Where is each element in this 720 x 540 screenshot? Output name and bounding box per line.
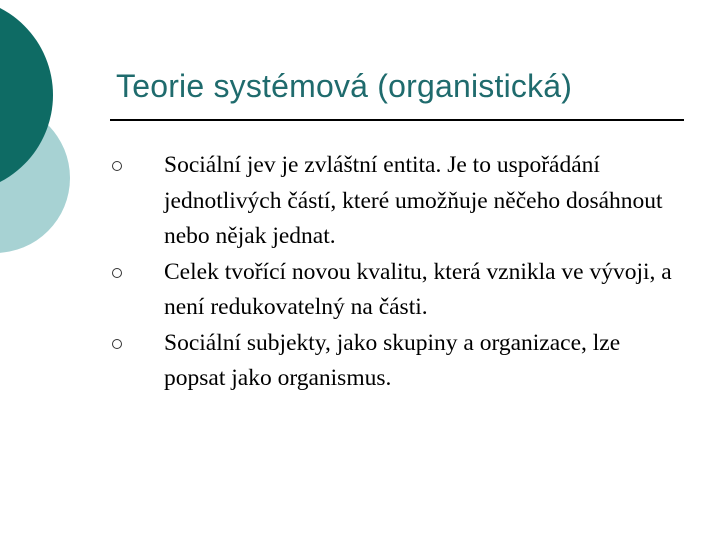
bullet-list bbox=[112, 148, 672, 397]
bullet-item bbox=[112, 255, 672, 326]
decorative-circles bbox=[0, 0, 120, 300]
bullet-item bbox=[112, 326, 672, 397]
bullet-circle-icon bbox=[112, 339, 122, 349]
bullet-circle-icon bbox=[112, 268, 122, 278]
bullet-item bbox=[112, 148, 672, 255]
bullet-text: Celek tvořící novou kvalitu, která vznikla ve vývoji, a není redukovatelný na části. bbox=[164, 258, 672, 320]
bullet-text: Sociální jev je zvláštní entita. Je to uspořádání jednotlivých částí, které umožňuje něčeho dosáhnout nebo nějak jednat. bbox=[164, 152, 663, 249]
bullet-circle-icon bbox=[112, 161, 122, 171]
title-underline bbox=[110, 119, 684, 121]
bullet-text: Sociální subjekty, jako skupiny a organizace, lze popsat jako organismus. bbox=[164, 329, 621, 391]
slide-title: Teorie systémová (organistická) bbox=[116, 68, 573, 104]
